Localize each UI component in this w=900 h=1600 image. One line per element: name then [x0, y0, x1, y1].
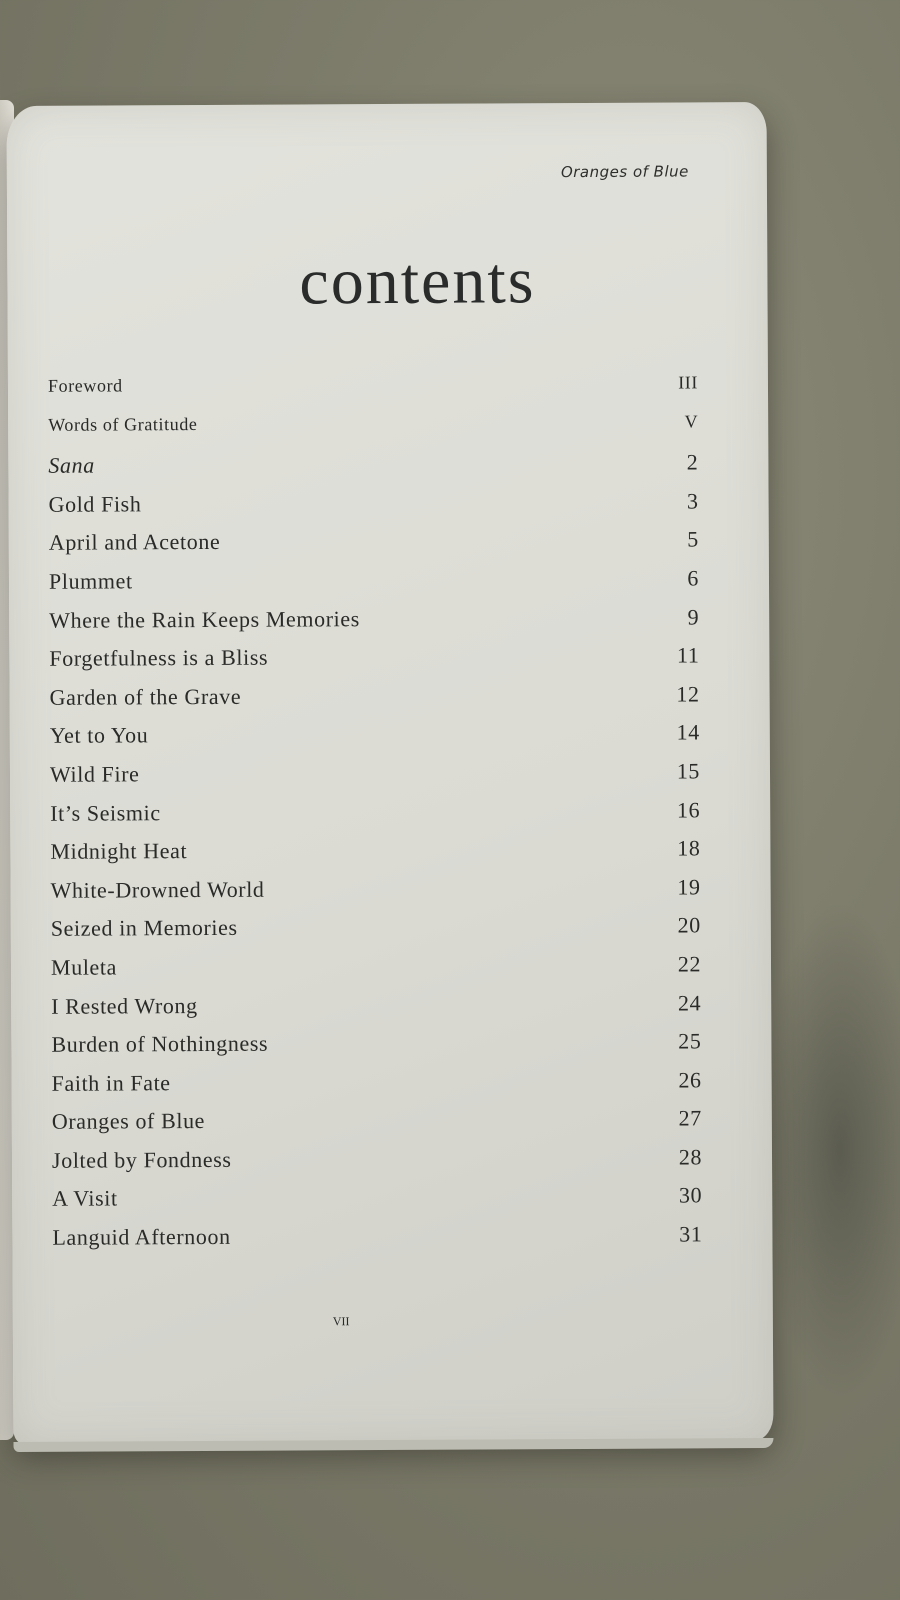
- toc-entry-title: Forgetfulness is a Bliss: [49, 644, 269, 671]
- toc-entry-page: V: [684, 410, 699, 432]
- toc-entry-title: Sana: [48, 452, 95, 478]
- toc-entry-page: 14: [676, 719, 700, 745]
- toc-entry: [51, 951, 701, 993]
- toc-entry: [49, 527, 699, 569]
- toc-entry-title: Languid Afternoon: [52, 1223, 231, 1250]
- toc-entry-title: Seized in Memories: [50, 915, 238, 942]
- toc-entry-page: 30: [678, 1182, 703, 1208]
- page-number: VII: [332, 1314, 350, 1329]
- toc-entry: [48, 450, 698, 492]
- toc-entry-title: Burden of Nothingness: [51, 1030, 269, 1057]
- toc-entry: [51, 990, 701, 1032]
- toc-entry-page: 22: [677, 951, 702, 977]
- table-of-contents: [48, 372, 703, 1263]
- background-shadow: [760, 900, 900, 1400]
- toc-entry-title: Words of Gratitude: [48, 413, 198, 435]
- toc-entry-title: Plummet: [48, 568, 133, 594]
- toc-entry-page: 20: [677, 912, 701, 938]
- toc-entry-title: Oranges of Blue: [51, 1108, 206, 1135]
- toc-entry-page: 3: [686, 488, 699, 514]
- toc-entry-page: 18: [677, 835, 701, 861]
- toc-entry-title: Gold Fish: [48, 491, 142, 517]
- toc-entry: [48, 372, 698, 414]
- toc-entry: [50, 681, 700, 723]
- toc-entry-title: I Rested Wrong: [51, 992, 198, 1019]
- toc-entry-title: Muleta: [50, 954, 117, 980]
- toc-entry: [50, 720, 700, 762]
- toc-entry: [48, 411, 698, 453]
- toc-entry: [51, 1028, 701, 1070]
- toc-entry-title: Wild Fire: [49, 761, 140, 787]
- toc-entry-page: 15: [676, 758, 701, 784]
- toc-entry: [51, 913, 701, 955]
- toc-entry-page: 24: [677, 989, 702, 1015]
- running-head: Oranges of Blue: [560, 162, 689, 182]
- toc-entry: [52, 1067, 702, 1109]
- toc-entry-page: 25: [678, 1028, 702, 1054]
- toc-entry-page: 26: [678, 1067, 702, 1093]
- toc-entry-page: 16: [676, 796, 701, 823]
- toc-entry-title: Where the Rain Keeps Memories: [49, 605, 360, 633]
- toc-entry: [50, 758, 700, 800]
- toc-entry-page: 31: [679, 1221, 703, 1247]
- toc-entry-page: 2: [686, 449, 699, 475]
- toc-entry-page: 11: [676, 642, 700, 668]
- toc-entry-page: III: [678, 372, 699, 393]
- toc-entry: [49, 488, 699, 530]
- toc-entry-title: Midnight Heat: [50, 838, 188, 864]
- toc-entry: [52, 1183, 702, 1225]
- toc-entry-title: Faith in Fate: [51, 1069, 171, 1096]
- toc-entry: [49, 643, 699, 685]
- book-page: [7, 102, 774, 1444]
- toc-entry-title: It’s Seismic: [50, 799, 161, 826]
- toc-entry-title: Foreword: [47, 375, 123, 396]
- toc-entry-page: 12: [676, 681, 700, 707]
- toc-entry-page: 19: [677, 874, 701, 900]
- toc-entry-page: 9: [687, 603, 700, 630]
- toc-entry-title: April and Acetone: [48, 529, 221, 556]
- toc-entry: [52, 1106, 702, 1148]
- toc-entry: [52, 1221, 702, 1263]
- toc-entry-title: Garden of the Grave: [49, 683, 242, 710]
- toc-entry-title: White-Drowned World: [50, 876, 265, 903]
- toc-entry: [49, 604, 699, 646]
- toc-entry: [49, 565, 699, 607]
- toc-entry: [51, 874, 701, 916]
- toc-entry-title: A Visit: [52, 1185, 118, 1212]
- toc-entry-page: 27: [678, 1105, 702, 1131]
- page-title: contents: [299, 244, 536, 319]
- toc-entry-page: 6: [687, 565, 700, 591]
- toc-entry: [52, 1144, 702, 1186]
- toc-entry-title: Yet to You: [49, 722, 149, 749]
- toc-entry: [50, 836, 700, 878]
- toc-entry-title: Jolted by Fondness: [51, 1146, 232, 1173]
- toc-entry-page: 5: [687, 526, 699, 552]
- toc-entry-page: 28: [678, 1144, 703, 1170]
- toc-entry: [50, 797, 700, 839]
